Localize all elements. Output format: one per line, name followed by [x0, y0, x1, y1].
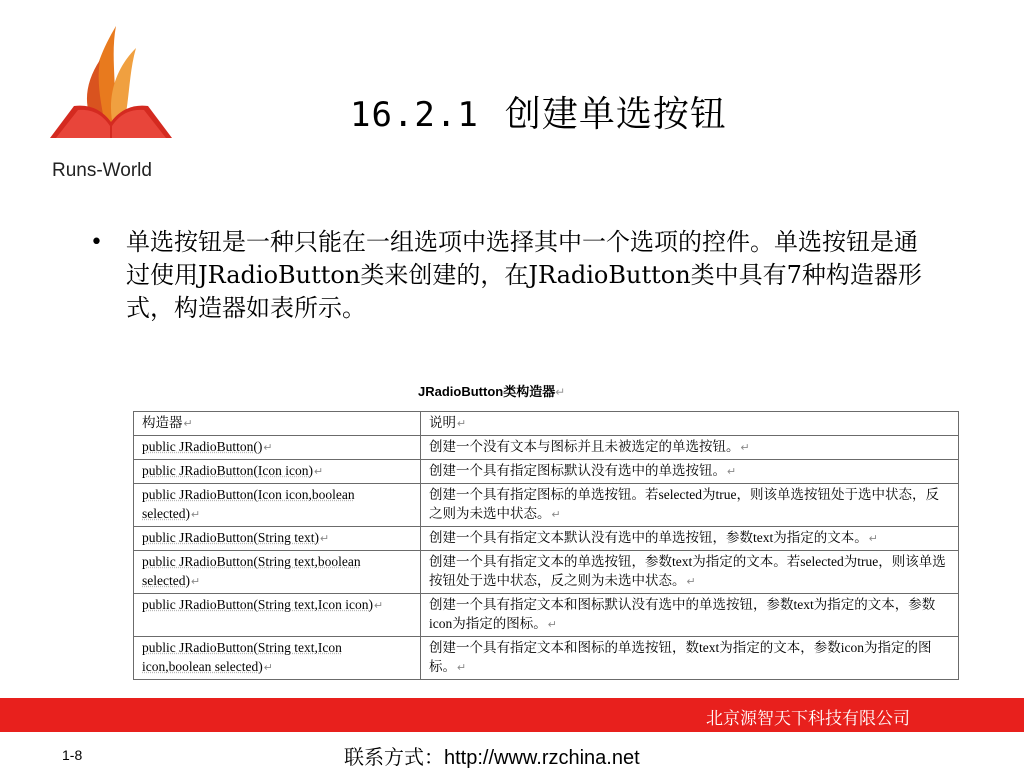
- runs-world-logo: [44, 18, 179, 181]
- constructor-signature: public JRadioButton(Icon icon,boolean selected): [142, 487, 355, 521]
- constructor-cell: [134, 594, 421, 637]
- section-number: 16.2.1: [350, 95, 479, 135]
- description-cell: [421, 460, 959, 484]
- bullet-text: 单选按钮是一种只能在一组选项中选择其中一个选项的控件。单选按钮是通过使用JRadioButton类来创建的，在JRadioButton类中具有7种构造器形式，构造器如表所示。: [126, 228, 922, 322]
- paragraph-mark-icon: ↵: [457, 418, 467, 430]
- paragraph-mark-icon: ↵: [547, 619, 557, 631]
- paragraph-mark-icon: ↵: [686, 576, 696, 588]
- cell-text: 创建一个没有文本与图标并且未被选定的单选按钮。: [429, 439, 740, 454]
- description-cell: [421, 594, 959, 637]
- paragraph-mark-icon: ↵: [320, 533, 330, 545]
- contact-label: 联系方式：: [344, 745, 444, 769]
- paragraph-mark-icon: ↵: [457, 662, 467, 674]
- table-caption-text: JRadioButton类构造器: [418, 384, 556, 399]
- description-cell: [421, 637, 959, 680]
- constructor-signature: public JRadioButton(): [142, 439, 263, 454]
- cell-text: 构造器: [142, 415, 183, 430]
- slide-title: [350, 86, 727, 137]
- constructor-cell: [134, 484, 421, 527]
- table-row: [134, 484, 959, 527]
- paragraph-mark-icon: ↵: [555, 385, 566, 399]
- title-text: 创建单选按钮: [504, 94, 727, 135]
- constructor-signature: public JRadioButton(String text,Icon icon): [142, 597, 373, 612]
- constructor-table: [133, 411, 959, 680]
- paragraph-mark-icon: ↵: [190, 509, 201, 521]
- contact-info: [344, 741, 640, 770]
- header-description: [421, 412, 959, 436]
- contact-url-link[interactable]: http://www.rzchina.net: [444, 747, 640, 769]
- footer-bar: [0, 698, 1024, 732]
- cell-text: 创建一个具有指定图标默认没有选中的单选按钮。: [429, 463, 726, 478]
- logo-text: Runs-World: [52, 160, 152, 181]
- cell-text: 说明: [429, 415, 456, 430]
- bullet-paragraph: [90, 226, 940, 325]
- page-number: 1-8: [62, 747, 83, 763]
- constructor-signature: public JRadioButton(Icon icon): [142, 463, 313, 478]
- table-row: [134, 594, 959, 637]
- paragraph-mark-icon: ↵: [868, 533, 878, 545]
- paragraph-mark-icon: ↵: [190, 576, 201, 588]
- paragraph-mark-icon: ↵: [313, 466, 324, 478]
- table-row: [134, 436, 959, 460]
- constructor-signature: public JRadioButton(String text,boolean selected): [142, 554, 361, 588]
- header-constructor: [134, 412, 421, 436]
- bullet-dot: •: [90, 230, 103, 255]
- table-row: [134, 527, 959, 551]
- paragraph-mark-icon: ↵: [551, 509, 561, 521]
- description-cell: [421, 551, 959, 594]
- paragraph-mark-icon: ↵: [183, 418, 193, 430]
- constructor-cell: [134, 551, 421, 594]
- paragraph-mark-icon: ↵: [727, 466, 737, 478]
- paragraph-mark-icon: ↵: [263, 442, 273, 454]
- cell-text: 创建一个具有指定文本的单选按钮，参数text为指定的文本。若selected为true，则该单选按钮处于选中状态，反之则为未选中状态。: [429, 554, 946, 588]
- table-row: [134, 551, 959, 594]
- cell-text: 创建一个具有指定文本和图标的单选按钮，数text为指定的文本，参数icon为指定的图标。: [429, 640, 932, 674]
- footer-company: 北京源智天下科技有限公司: [706, 709, 910, 729]
- table-row: [134, 460, 959, 484]
- table-row: [134, 637, 959, 680]
- paragraph-mark-icon: ↵: [373, 600, 384, 612]
- constructor-cell: [134, 637, 421, 680]
- flame-book-icon: [44, 18, 179, 143]
- paragraph-mark-icon: ↵: [263, 662, 273, 674]
- description-cell: [421, 436, 959, 460]
- cell-text: 创建一个具有指定文本和图标默认没有选中的单选按钮，参数text为指定的文本，参数icon为指定的图标。: [429, 597, 936, 631]
- description-cell: [421, 527, 959, 551]
- constructor-signature: public JRadioButton(String text): [142, 530, 319, 545]
- paragraph-mark-icon: ↵: [740, 442, 750, 454]
- constructor-signature: public JRadioButton(String text,Icon icon,boolean selected): [142, 640, 342, 674]
- description-cell: [421, 484, 959, 527]
- cell-text: 创建一个具有指定文本默认没有选中的单选按钮，参数text为指定的文本。: [429, 530, 868, 545]
- table-caption: [418, 381, 565, 400]
- constructor-cell: [134, 436, 421, 460]
- cell-text: 创建一个具有指定图标的单选按钮。若selected为true，则该单选按钮处于选中状态，反之则为未选中状态。: [429, 487, 939, 521]
- table-header-row: [134, 412, 959, 436]
- constructor-cell: [134, 527, 421, 551]
- constructor-cell: [134, 460, 421, 484]
